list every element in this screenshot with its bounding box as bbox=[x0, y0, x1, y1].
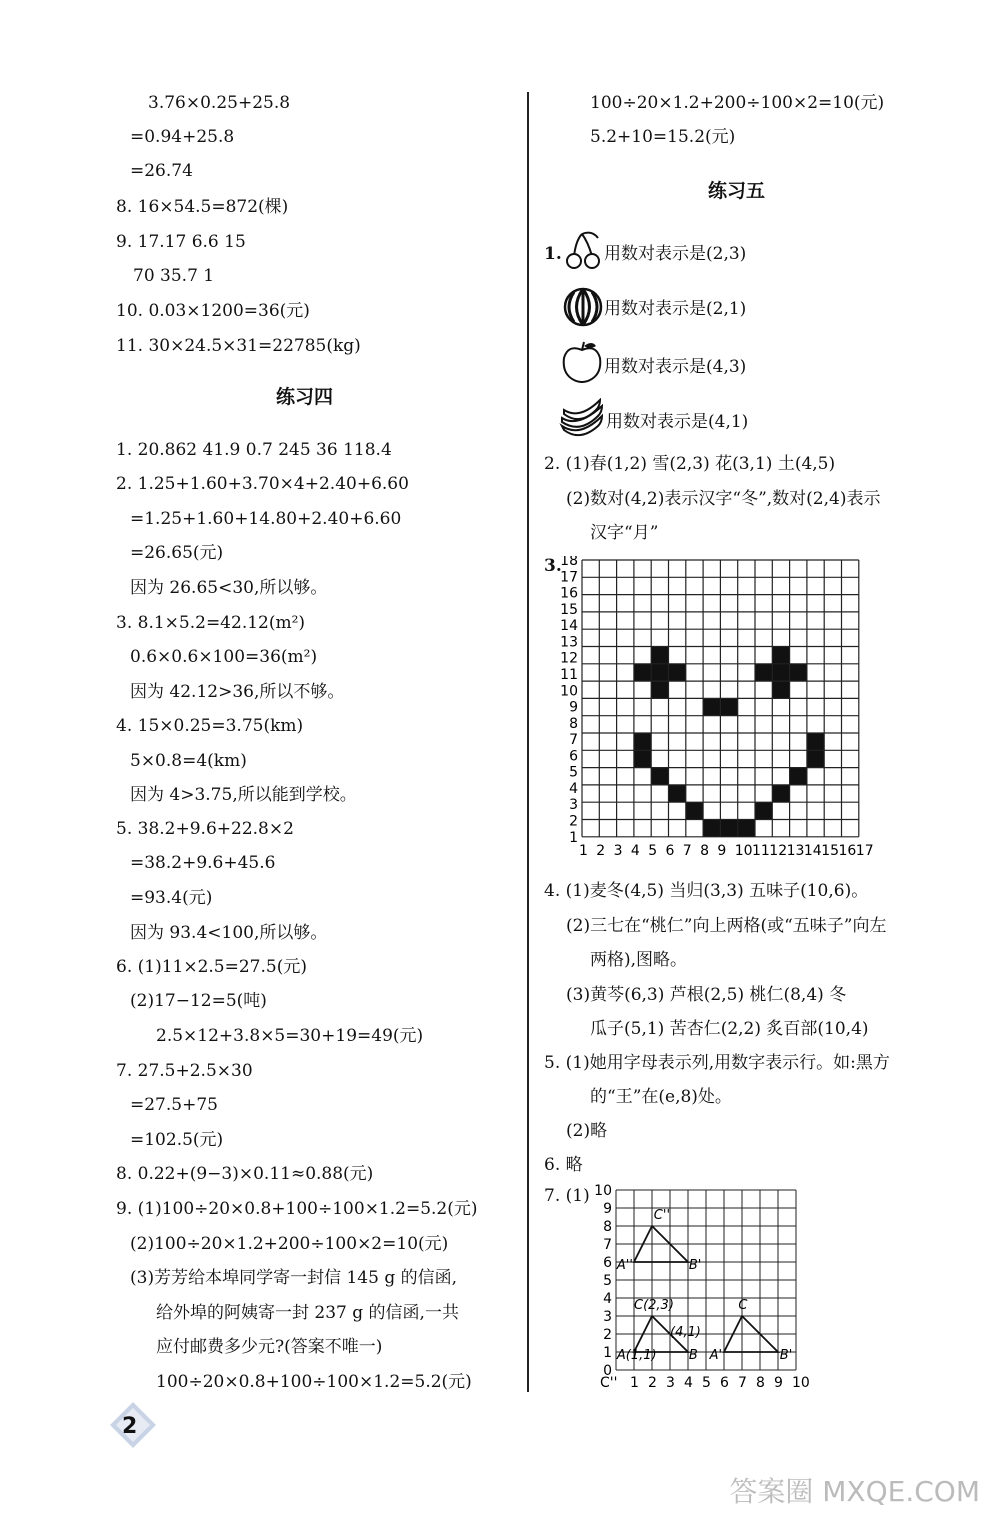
y-tick-label: 6 bbox=[569, 748, 578, 765]
x-tick-label: 5 bbox=[702, 1375, 711, 1391]
y-tick-label: 17 bbox=[560, 569, 578, 586]
ex5-q3-number: 3. bbox=[544, 556, 562, 576]
conclusion-line: 因为 93.4<100,所以够。 bbox=[130, 923, 328, 943]
x-tick-label: 15 bbox=[821, 842, 840, 859]
y-tick-label: 8 bbox=[603, 1219, 612, 1235]
smiley-grid bbox=[560, 556, 880, 868]
calc-line: 3.76×0.25+25.8 bbox=[148, 93, 291, 113]
x-tick-label: 7 bbox=[738, 1375, 747, 1391]
x-tick-label: 2 bbox=[648, 1375, 657, 1391]
ex4-answer-9: 9. (1)100÷20×0.8+100÷100×1.2=5.2(元) bbox=[116, 1199, 478, 1219]
filled-cell bbox=[669, 785, 686, 802]
filled-cell bbox=[651, 768, 668, 785]
conclusion-line: 因为 42.12>36,所以不够。 bbox=[130, 682, 345, 702]
filled-cell bbox=[790, 664, 807, 681]
fruit-pair-apple: 用数对表示是(4,3) bbox=[604, 357, 747, 377]
answer-8: 8. 16×54.5=872(棵) bbox=[116, 197, 289, 217]
calc-line: =27.5+75 bbox=[130, 1095, 218, 1115]
point-label-a: A(1,1) bbox=[616, 1348, 657, 1364]
text-line: (3)黄芩(6,3) 芦根(2,5) 桃仁(8,4) 冬 bbox=[566, 985, 847, 1005]
calc-line: =0.94+25.8 bbox=[130, 127, 235, 147]
y-tick-label: 4 bbox=[603, 1291, 612, 1307]
text-line: 瓜子(5,1) 苦杏仁(2,2) 炙百部(10,4) bbox=[590, 1019, 869, 1039]
calc-line: 5.2+10=15.2(元) bbox=[590, 127, 736, 147]
y-tick-label: 5 bbox=[603, 1273, 612, 1289]
text-line: (2)略 bbox=[566, 1121, 608, 1141]
x-tick-label: 4 bbox=[684, 1375, 693, 1391]
x-tick-label: 2 bbox=[596, 842, 606, 859]
fruit-pair-cherry: 用数对表示是(2,3) bbox=[604, 244, 747, 264]
filled-cell bbox=[651, 647, 668, 664]
calc-line: 100÷20×1.2+200÷100×2=10(元) bbox=[590, 93, 885, 113]
x-tick-label: 6 bbox=[665, 842, 675, 859]
y-tick-label: 7 bbox=[603, 1237, 612, 1253]
y-tick-label: 15 bbox=[560, 601, 578, 618]
column-divider bbox=[527, 92, 529, 1392]
x-tick-label: 13 bbox=[786, 842, 805, 859]
calc-line: =26.65(元) bbox=[130, 543, 224, 563]
filled-cell bbox=[651, 681, 668, 698]
filled-cell bbox=[807, 733, 824, 750]
answer-9-cont: 70 35.7 1 bbox=[133, 266, 215, 286]
text-line: 汉字“月” bbox=[590, 523, 659, 543]
filled-cell bbox=[807, 750, 824, 767]
filled-cell bbox=[634, 733, 651, 750]
ex5-answer-6: 6. 略 bbox=[544, 1155, 583, 1175]
answer-9: 9. 17.17 6.6 15 bbox=[116, 232, 246, 252]
ex4-answer-6: 6. (1)11×2.5=27.5(元) bbox=[116, 957, 307, 977]
ex4-answer-2: 2. 1.25+1.60+3.70×4+2.40+6.60 bbox=[116, 474, 409, 494]
filled-cell bbox=[720, 820, 737, 837]
x-tick-label: 17 bbox=[855, 842, 874, 859]
point-label-b2: B' bbox=[688, 1258, 702, 1274]
filled-cell bbox=[772, 681, 789, 698]
section-title-5: 练习五 bbox=[708, 180, 766, 202]
calc-line: =26.74 bbox=[130, 161, 193, 181]
filled-cell bbox=[634, 664, 651, 681]
point-label-b1: B' bbox=[779, 1348, 793, 1364]
y-tick-label: 13 bbox=[560, 634, 578, 651]
calc-line: (2)17−12=5(吨) bbox=[130, 991, 267, 1011]
calc-line: =102.5(元) bbox=[130, 1130, 224, 1150]
filled-cell bbox=[772, 664, 789, 681]
calc-line: (2)100÷20×1.2+200÷100×2=10(元) bbox=[130, 1234, 449, 1254]
x-tick-label: 4 bbox=[630, 842, 640, 859]
watermark: 答案圈 MXQE.COM bbox=[729, 1475, 980, 1508]
y-tick-label: 8 bbox=[569, 715, 578, 732]
filled-cell bbox=[772, 785, 789, 802]
filled-cell bbox=[755, 664, 772, 681]
filled-cell bbox=[720, 698, 737, 715]
y-tick-label: 7 bbox=[569, 732, 578, 749]
y-tick-label: 10 bbox=[594, 1183, 612, 1199]
filled-cell bbox=[772, 647, 789, 664]
page-number-badge bbox=[108, 1400, 158, 1450]
text-line: 应付邮费多少元?(答案不唯一) bbox=[156, 1337, 383, 1357]
y-tick-label: 2 bbox=[603, 1327, 612, 1343]
x-tick-label: 10 bbox=[792, 1375, 810, 1391]
conclusion-line: 因为 26.65<30,所以够。 bbox=[130, 578, 328, 598]
ex4-answer-8: 8. 0.22+(9−3)×0.11≈0.88(元) bbox=[116, 1164, 374, 1184]
calc-line: =93.4(元) bbox=[130, 888, 213, 908]
ex5-answer-2: 2. (1)春(1,2) 雪(2,3) 花(3,1) 土(4,5) bbox=[544, 454, 836, 474]
triangle-grid bbox=[590, 1182, 820, 1392]
y-tick-label: 9 bbox=[569, 699, 578, 716]
filled-cell bbox=[686, 802, 703, 819]
x-tick-label: 1 bbox=[579, 842, 588, 859]
calc-line: =1.25+1.60+14.80+2.40+6.60 bbox=[130, 509, 402, 529]
ex5-answer-5: 5. (1)她用字母表示列,用数字表示行。如:黑方 bbox=[544, 1053, 890, 1073]
x-tick-label: 8 bbox=[756, 1375, 765, 1391]
calc-line: 0.6×0.6×100=36(m²) bbox=[130, 647, 318, 667]
filled-cell bbox=[703, 820, 720, 837]
calc-line: 100÷20×0.8+100÷100×1.2=5.2(元) bbox=[156, 1372, 472, 1392]
calc-line: 2.5×12+3.8×5=30+19=49(元) bbox=[156, 1026, 424, 1046]
point-label-41: (4,1) bbox=[670, 1324, 701, 1340]
fruit-pair-banana: 用数对表示是(4,1) bbox=[606, 412, 749, 432]
x-tick-label: 9 bbox=[774, 1375, 783, 1391]
x-tick-label: 1 bbox=[630, 1375, 639, 1391]
point-label-c2: C'' bbox=[653, 1207, 671, 1223]
text-line: 两格),图略。 bbox=[590, 950, 688, 970]
filled-cell bbox=[755, 802, 772, 819]
filled-cell bbox=[738, 820, 755, 837]
ex5-q1-number: 1. bbox=[544, 244, 562, 264]
y-tick-label: 11 bbox=[560, 666, 578, 683]
y-tick-label: 4 bbox=[569, 780, 578, 797]
ex4-answer-1: 1. 20.862 41.9 0.7 245 36 118.4 bbox=[116, 440, 392, 460]
conclusion-line: 因为 4>3.75,所以能到学校。 bbox=[130, 785, 357, 805]
y-tick-label: 2 bbox=[569, 813, 578, 830]
y-tick-label: 16 bbox=[560, 585, 578, 602]
filled-cell bbox=[790, 768, 807, 785]
text-line: (2)三七在“桃仁”向上两格(或“五味子”向左 bbox=[566, 916, 887, 936]
x-tick-label: 12 bbox=[769, 842, 788, 859]
text-line: 给外埠的阿姨寄一封 237 g 的信函,一共 bbox=[156, 1303, 459, 1323]
ex4-answer-5: 5. 38.2+9.6+22.8×2 bbox=[116, 819, 294, 839]
filled-cell bbox=[669, 664, 686, 681]
y-tick-label: 6 bbox=[603, 1255, 612, 1271]
ex4-answer-7: 7. 27.5+2.5×30 bbox=[116, 1061, 253, 1081]
x-tick-label: 8 bbox=[700, 842, 710, 859]
section-title-4: 练习四 bbox=[276, 386, 334, 408]
answer-10: 10. 0.03×1200=36(元) bbox=[116, 301, 310, 321]
point-label-c1: C bbox=[738, 1297, 748, 1313]
x-tick-label: 14 bbox=[803, 842, 822, 859]
x-tick-label: 3 bbox=[666, 1375, 675, 1391]
point-label-a2: A'' bbox=[616, 1258, 633, 1274]
x-tick-label: 3 bbox=[613, 842, 623, 859]
filled-cell bbox=[651, 664, 668, 681]
y-tick-label: 0 bbox=[603, 1363, 612, 1379]
text-line: (2)数对(4,2)表示汉字“冬”,数对(2,4)表示 bbox=[566, 489, 881, 509]
text-line: (3)芳芳给本埠同学寄一封信 145 g 的信函, bbox=[130, 1268, 458, 1288]
page-number: 2 bbox=[122, 1414, 138, 1439]
x-tick-label: C'' bbox=[600, 1375, 618, 1391]
point-label-c: C(2,3) bbox=[634, 1297, 674, 1313]
watermelon-icon bbox=[562, 285, 604, 327]
y-tick-label: 18 bbox=[560, 556, 578, 569]
x-tick-label: 9 bbox=[717, 842, 727, 859]
y-tick-label: 1 bbox=[569, 829, 578, 846]
fruit-pair-watermelon: 用数对表示是(2,1) bbox=[604, 299, 747, 319]
y-tick-label: 12 bbox=[560, 650, 578, 667]
ex4-answer-4: 4. 15×0.25=3.75(km) bbox=[116, 716, 304, 736]
x-tick-label: 7 bbox=[682, 842, 692, 859]
x-tick-label: 6 bbox=[720, 1375, 729, 1391]
calc-line: 5×0.8=4(km) bbox=[130, 751, 247, 771]
cherry-icon bbox=[564, 230, 604, 272]
y-tick-label: 3 bbox=[603, 1309, 612, 1325]
filled-cell bbox=[703, 698, 720, 715]
y-tick-label: 1 bbox=[603, 1345, 612, 1361]
answer-11: 11. 30×24.5×31=22785(kg) bbox=[116, 336, 361, 356]
x-tick-label: 11 bbox=[752, 842, 770, 859]
point-label-b: B bbox=[688, 1348, 698, 1364]
y-tick-label: 5 bbox=[569, 764, 578, 781]
text-line: 的“王”在(e,8)处。 bbox=[590, 1087, 732, 1107]
x-tick-label: 10 bbox=[734, 842, 753, 859]
ex5-answer-4: 4. (1)麦冬(4,5) 当归(3,3) 五味子(10,6)。 bbox=[544, 881, 869, 901]
y-tick-label: 14 bbox=[560, 618, 578, 635]
banana-icon bbox=[558, 398, 606, 438]
y-tick-label: 3 bbox=[569, 797, 578, 814]
y-tick-label: 9 bbox=[603, 1201, 612, 1217]
x-tick-label: 16 bbox=[838, 842, 857, 859]
calc-line: =38.2+9.6+45.6 bbox=[130, 853, 276, 873]
point-label-a1: A' bbox=[709, 1348, 723, 1364]
ex4-answer-3: 3. 8.1×5.2=42.12(m²) bbox=[116, 613, 306, 633]
filled-cell bbox=[634, 750, 651, 767]
y-tick-label: 10 bbox=[560, 683, 578, 700]
apple-icon bbox=[560, 340, 604, 384]
x-tick-label: 5 bbox=[648, 842, 658, 859]
ex5-answer-7: 7. (1) bbox=[544, 1186, 590, 1206]
